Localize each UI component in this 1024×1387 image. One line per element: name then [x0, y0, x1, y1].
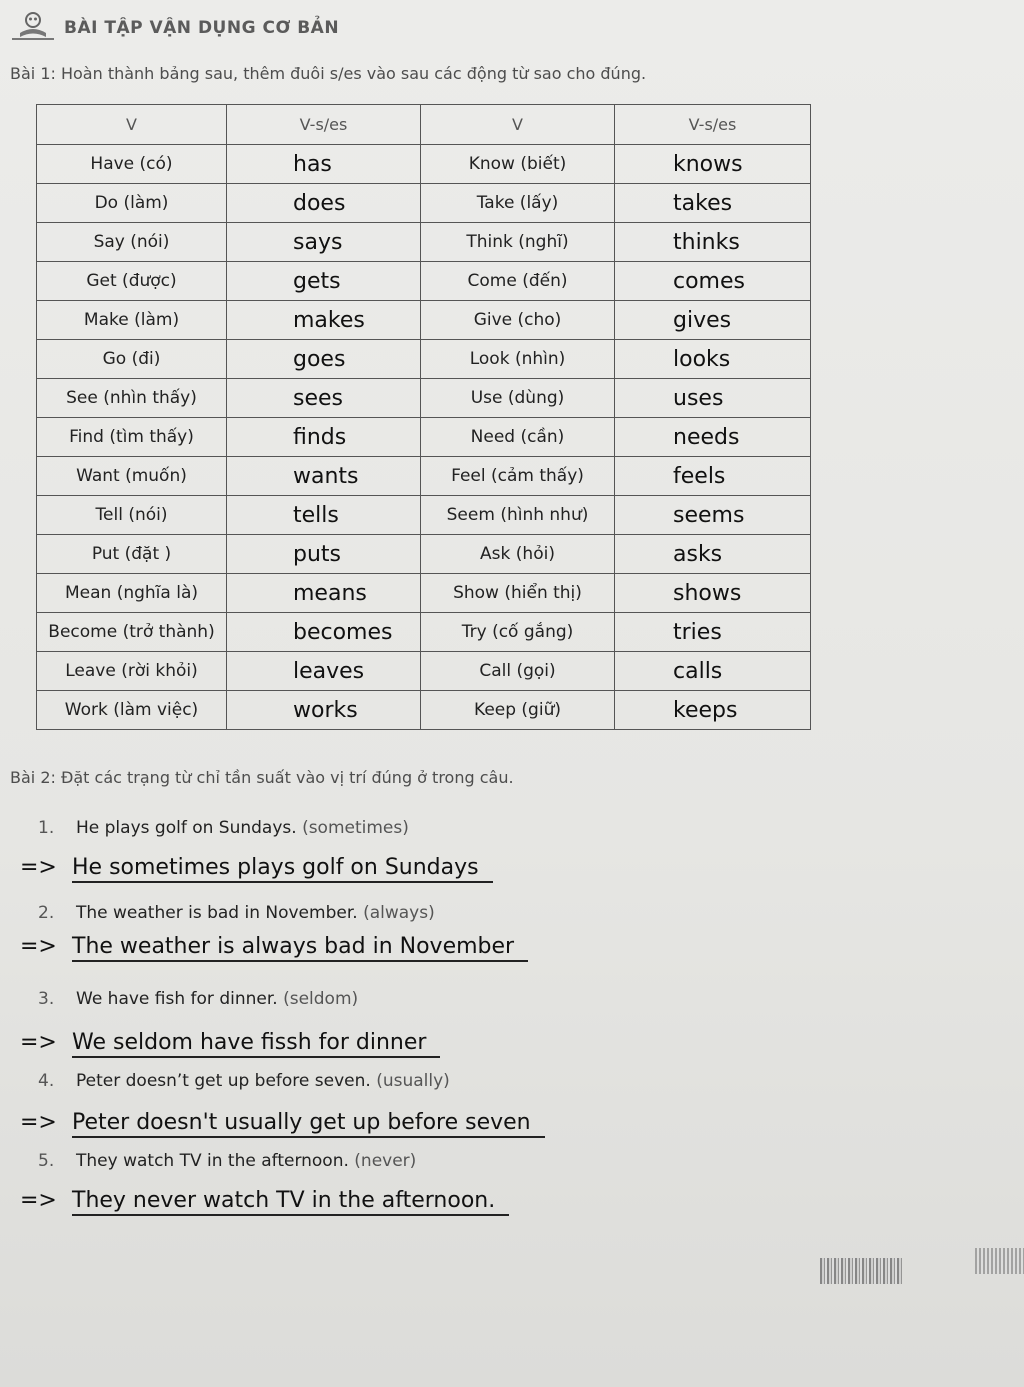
- table-row: [37, 145, 811, 184]
- answer-cell: goes: [227, 340, 421, 379]
- question-number: 3.: [38, 989, 55, 1009]
- adverb-hint: (never): [354, 1151, 417, 1171]
- answer-cell: means: [227, 574, 421, 613]
- answer-cell: works: [227, 691, 421, 730]
- answer-cell: needs: [615, 418, 811, 457]
- answer-cell: gets: [227, 262, 421, 301]
- question-number: 4.: [38, 1071, 55, 1091]
- section-header: [8, 8, 339, 44]
- table-header-row: [37, 105, 811, 145]
- base-verb-cell: Feel (cảm thấy): [421, 457, 615, 496]
- table-row: [37, 652, 811, 691]
- answer-cell: feels: [615, 457, 811, 496]
- exercise-2-question: [38, 989, 358, 1009]
- base-verb-cell: Say (nói): [37, 223, 227, 262]
- exercise-2-answer: [20, 1188, 509, 1213]
- question-number: 1.: [38, 818, 55, 838]
- handwritten-answer: Peter doesn't usually get up before seven: [72, 1110, 545, 1138]
- table-row: [37, 496, 811, 535]
- header-vses-2: V-s/es: [615, 105, 811, 145]
- answer-cell: makes: [227, 301, 421, 340]
- barcode-icon: [975, 1248, 1024, 1274]
- base-verb-cell: Do (làm): [37, 184, 227, 223]
- base-verb-cell: Want (muốn): [37, 457, 227, 496]
- base-verb-cell: Work (làm việc): [37, 691, 227, 730]
- base-verb-cell: Ask (hỏi): [421, 535, 615, 574]
- base-verb-cell: Come (đến): [421, 262, 615, 301]
- exercise-2-answer: [20, 934, 528, 959]
- exercise-2-answer: [20, 855, 493, 880]
- answer-cell: thinks: [615, 223, 811, 262]
- base-verb-cell: Need (cần): [421, 418, 615, 457]
- answer-cell: looks: [615, 340, 811, 379]
- answer-cell: shows: [615, 574, 811, 613]
- base-verb-cell: Find (tìm thấy): [37, 418, 227, 457]
- adverb-hint: (sometimes): [302, 818, 409, 838]
- answer-cell: wants: [227, 457, 421, 496]
- answer-cell: seems: [615, 496, 811, 535]
- exercise-2-answer: [20, 1110, 545, 1135]
- answer-arrow: =>: [20, 1030, 57, 1055]
- base-verb-cell: Become (trở thành): [37, 613, 227, 652]
- table-row: [37, 535, 811, 574]
- answer-cell: leaves: [227, 652, 421, 691]
- table-row: [37, 457, 811, 496]
- answer-arrow: =>: [20, 934, 57, 959]
- base-verb-cell: Make (làm): [37, 301, 227, 340]
- base-verb-cell: Get (được): [37, 262, 227, 301]
- question-sentence: We have fish for dinner.: [76, 989, 278, 1009]
- question-number: 5.: [38, 1151, 55, 1171]
- answer-cell: gives: [615, 301, 811, 340]
- answer-cell: becomes: [227, 613, 421, 652]
- header-v-1: V: [37, 105, 227, 145]
- base-verb-cell: Give (cho): [421, 301, 615, 340]
- base-verb-cell: Mean (nghĩa là): [37, 574, 227, 613]
- handwritten-answer: The weather is always bad in November: [72, 934, 528, 962]
- exercise-2-question: [38, 1071, 450, 1091]
- table-row: [37, 301, 811, 340]
- question-sentence: He plays golf on Sundays.: [76, 818, 297, 838]
- table-row: [37, 184, 811, 223]
- answer-cell: tries: [615, 613, 811, 652]
- answer-cell: calls: [615, 652, 811, 691]
- answer-cell: tells: [227, 496, 421, 535]
- handwritten-answer: They never watch TV in the afternoon.: [72, 1188, 509, 1216]
- question-sentence: They watch TV in the afternoon.: [76, 1151, 349, 1171]
- adverb-hint: (always): [363, 903, 435, 923]
- section-title: BÀI TẬP VẬN DỤNG CƠ BẢN: [64, 18, 340, 38]
- base-verb-cell: Have (có): [37, 145, 227, 184]
- exercise-2-answer: [20, 1030, 440, 1055]
- base-verb-cell: Leave (rời khỏi): [37, 652, 227, 691]
- answer-cell: comes: [615, 262, 811, 301]
- base-verb-cell: Put (đặt ): [37, 535, 227, 574]
- exercise-2-question: [38, 818, 409, 838]
- table-row: [37, 574, 811, 613]
- adverb-hint: (seldom): [283, 989, 359, 1009]
- answer-cell: keeps: [615, 691, 811, 730]
- base-verb-cell: Try (cố gắng): [421, 613, 615, 652]
- table-row: [37, 262, 811, 301]
- book-owl-logo-icon: [8, 11, 58, 41]
- answer-cell: knows: [615, 145, 811, 184]
- table-row: [37, 223, 811, 262]
- answer-cell: says: [227, 223, 421, 262]
- answer-arrow: =>: [20, 1110, 57, 1135]
- header-v-2: V: [421, 105, 615, 145]
- verb-table: [36, 104, 811, 730]
- table-row: [37, 691, 811, 730]
- base-verb-cell: Tell (nói): [37, 496, 227, 535]
- header-vses-1: V-s/es: [227, 105, 421, 145]
- answer-cell: uses: [615, 379, 811, 418]
- exercise-1-instruction: Bài 1: Hoàn thành bảng sau, thêm đuôi s/es vào sau các động từ sao cho đúng.: [10, 64, 647, 83]
- handwritten-answer: He sometimes plays golf on Sundays: [72, 855, 493, 883]
- answer-cell: sees: [227, 379, 421, 418]
- barcode-icon: [820, 1258, 902, 1284]
- base-verb-cell: Go (đi): [37, 340, 227, 379]
- answer-arrow: =>: [20, 1188, 57, 1213]
- adverb-hint: (usually): [376, 1071, 450, 1091]
- exercise-2-question: [38, 903, 435, 923]
- answer-cell: finds: [227, 418, 421, 457]
- base-verb-cell: Call (gọi): [421, 652, 615, 691]
- base-verb-cell: Keep (giữ): [421, 691, 615, 730]
- exercise-2-question: [38, 1151, 416, 1171]
- table-row: [37, 418, 811, 457]
- answer-cell: does: [227, 184, 421, 223]
- base-verb-cell: Seem (hình như): [421, 496, 615, 535]
- answer-cell: has: [227, 145, 421, 184]
- base-verb-cell: Show (hiển thị): [421, 574, 615, 613]
- answer-cell: takes: [615, 184, 811, 223]
- table-row: [37, 379, 811, 418]
- answer-cell: puts: [227, 535, 421, 574]
- table-row: [37, 613, 811, 652]
- exercise-2-instruction: Bài 2: Đặt các trạng từ chỉ tần suất vào vị trí đúng ở trong câu.: [10, 768, 514, 787]
- question-sentence: The weather is bad in November.: [76, 903, 358, 923]
- base-verb-cell: Take (lấy): [421, 184, 615, 223]
- question-number: 2.: [38, 903, 55, 923]
- base-verb-cell: Use (dùng): [421, 379, 615, 418]
- answer-arrow: =>: [20, 855, 57, 880]
- answer-cell: asks: [615, 535, 811, 574]
- handwritten-answer: We seldom have fissh for dinner: [72, 1030, 440, 1058]
- table-row: [37, 340, 811, 379]
- base-verb-cell: Look (nhìn): [421, 340, 615, 379]
- base-verb-cell: Think (nghĩ): [421, 223, 615, 262]
- question-sentence: Peter doesn’t get up before seven.: [76, 1071, 371, 1091]
- base-verb-cell: Know (biết): [421, 145, 615, 184]
- base-verb-cell: See (nhìn thấy): [37, 379, 227, 418]
